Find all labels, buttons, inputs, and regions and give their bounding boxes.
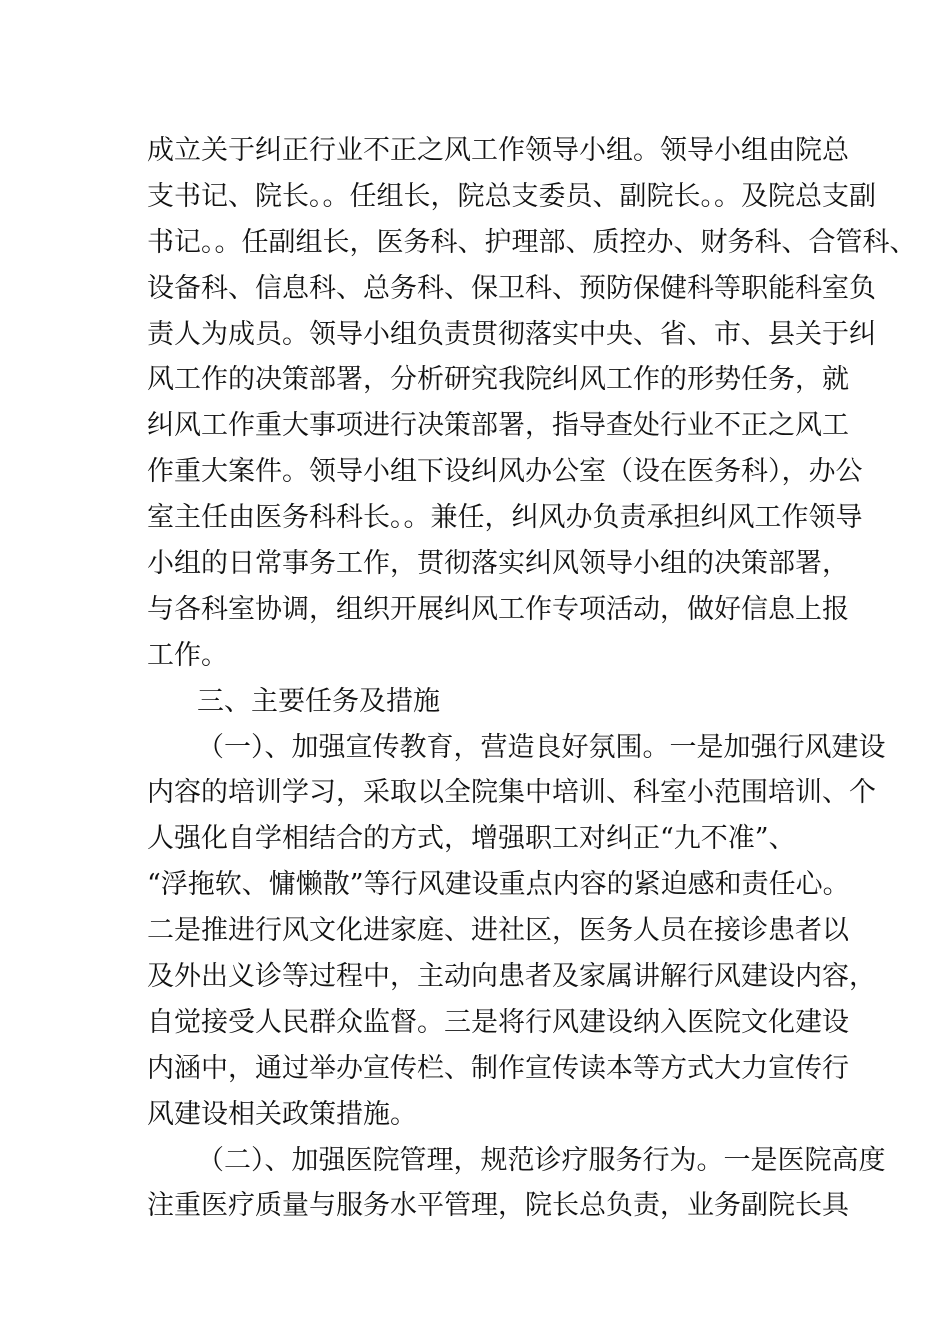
- paragraph-start: （一）、加强宣传教育，营造良好氛围。一是加强行风建设: [197, 731, 886, 763]
- text-line: 室主任由医务科科长。。兼任，纠风办负责承担纠风工作领导: [147, 502, 863, 534]
- text-line: 责人为成员。领导小组负责贯彻落实中央、省、市、县关于纠: [147, 318, 876, 350]
- text-line: 工作。: [147, 639, 228, 671]
- text-line: 成立关于纠正行业不正之风工作领导小组。领导小组由院总: [147, 135, 849, 166]
- text-line: 人强化自学相结合的方式，增强职工对纠正“九不准”、: [147, 823, 796, 855]
- text-line: 及外出义诊等过程中，主动向患者及家属讲解行风建设内容，: [147, 961, 876, 993]
- text-line: 注重医疗质量与服务水平管理，院长总负责，业务副院长具: [147, 1190, 849, 1222]
- text-line: 支书记、院长。。任组长，院总支委员、副院长。。及院总支副: [147, 180, 876, 212]
- body-text: [147, 128, 917, 1229]
- text-line: 内涵中，通过举办宣传栏、制作宣传读本等方式大力宣传行: [147, 1052, 849, 1084]
- text-line: 内容的培训学习，采取以全院集中培训、科室小范围培训、个: [147, 777, 876, 809]
- text-line: 纠风工作重大事项进行决策部署，指导查处行业不正之风工: [147, 410, 849, 442]
- text-line: 作重大案件。领导小组下设纠风办公室（设在医务科），办公: [147, 456, 863, 488]
- text-line: 自觉接受人民群众监督。三是将行风建设纳入医院文化建设: [147, 1006, 849, 1038]
- text-line: “浮拖软、慵懒散”等行风建设重点内容的紧迫感和责任心。: [147, 869, 850, 901]
- text-line: 书记。。任副组长，医务科、护理部、质控办、财务科、合管科、: [147, 226, 917, 258]
- text-line: 设备科、信息科、总务科、保卫科、预防保健科等职能科室负: [147, 272, 876, 304]
- text-line: 二是推进行风文化进家庭、进社区，医务人员在接诊患者以: [147, 915, 849, 947]
- text-line: 小组的日常事务工作，贯彻落实纠风领导小组的决策部署，: [147, 548, 849, 580]
- text-line: 与各科室协调，组织开展纠风工作专项活动，做好信息上报: [147, 593, 849, 625]
- paragraph-start: （二）、加强医院管理，规范诊疗服务行为。一是医院高度: [197, 1144, 886, 1176]
- text-line: 风建设相关政策措施。: [147, 1098, 417, 1130]
- section-heading: 三、主要任务及措施: [197, 685, 440, 717]
- text-line: 风工作的决策部署，分析研究我院纠风工作的形势任务，就: [147, 364, 849, 396]
